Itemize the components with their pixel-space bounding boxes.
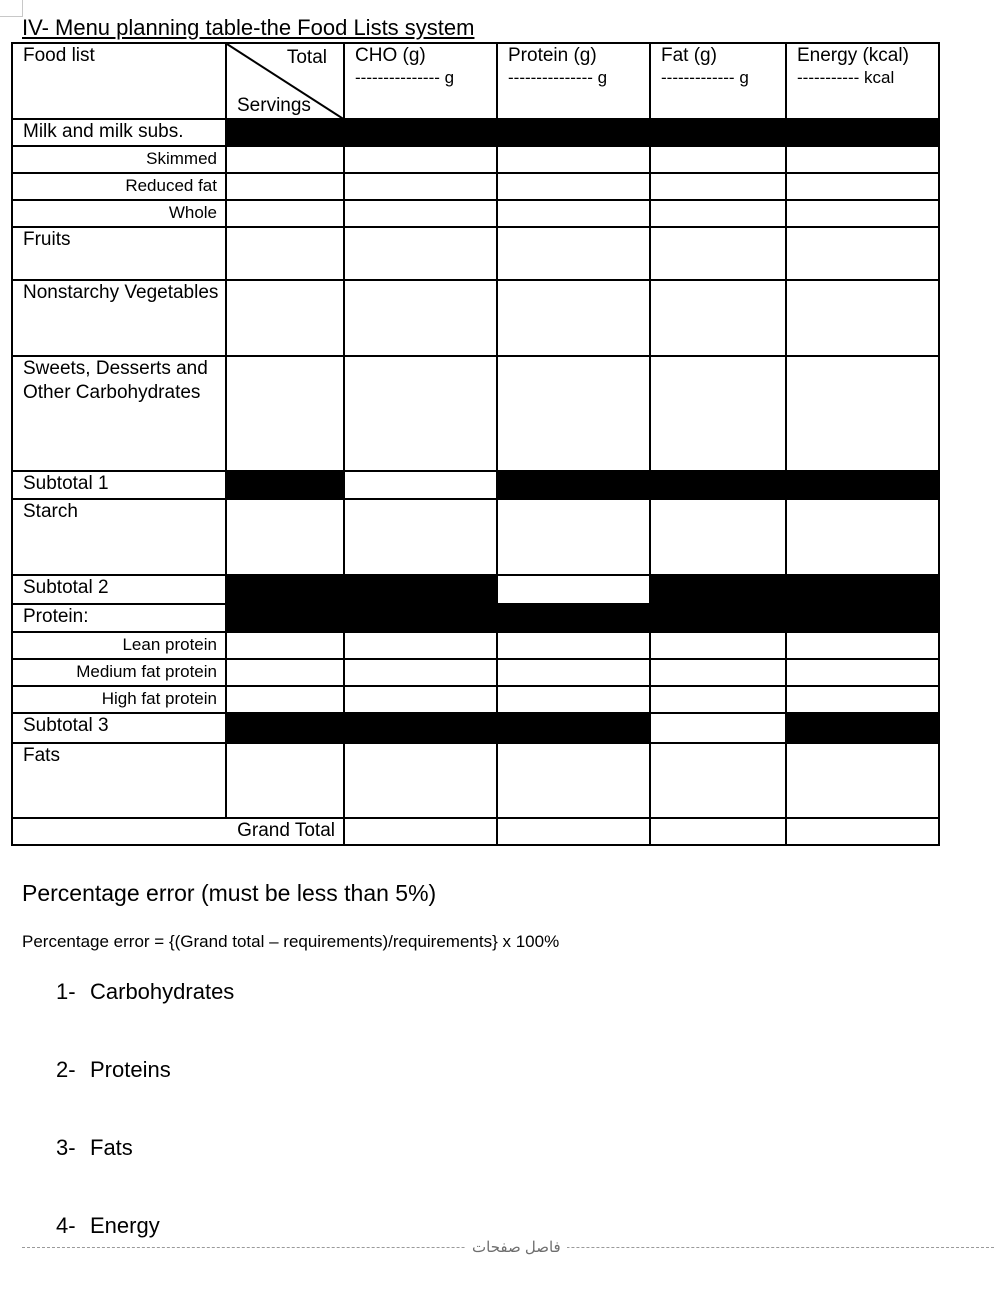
shaded-cell bbox=[650, 471, 786, 499]
input-cell[interactable] bbox=[497, 743, 650, 818]
shaded-cell bbox=[497, 471, 650, 499]
input-cell[interactable] bbox=[344, 173, 497, 200]
input-cell[interactable] bbox=[344, 743, 497, 818]
row-label: High fat protein bbox=[12, 686, 226, 713]
row-label: Subtotal 2 bbox=[12, 575, 226, 604]
input-cell[interactable] bbox=[650, 659, 786, 686]
input-cell[interactable] bbox=[650, 200, 786, 227]
input-cell[interactable] bbox=[344, 356, 497, 471]
input-cell[interactable] bbox=[650, 280, 786, 356]
input-cell[interactable] bbox=[344, 659, 497, 686]
shaded-cell bbox=[650, 604, 786, 632]
input-cell[interactable] bbox=[650, 227, 786, 280]
input-cell[interactable] bbox=[226, 743, 344, 818]
input-cell[interactable] bbox=[650, 743, 786, 818]
shaded-cell bbox=[497, 119, 650, 146]
row-label: Subtotal 3 bbox=[12, 713, 226, 743]
input-cell[interactable] bbox=[786, 146, 939, 173]
input-cell[interactable] bbox=[497, 632, 650, 659]
page-title: IV- Menu planning table-the Food Lists system bbox=[22, 15, 475, 40]
row-label: Lean protein bbox=[12, 632, 226, 659]
input-cell[interactable] bbox=[497, 686, 650, 713]
input-cell[interactable] bbox=[344, 146, 497, 173]
input-cell[interactable] bbox=[497, 499, 650, 575]
page-break-label: فاصل صفحات bbox=[466, 1238, 567, 1256]
shaded-cell bbox=[226, 119, 344, 146]
input-cell[interactable] bbox=[226, 227, 344, 280]
input-cell[interactable] bbox=[497, 818, 650, 845]
shaded-cell bbox=[786, 119, 939, 146]
row-label: Sweets, Desserts and Other Carbohydrates bbox=[12, 356, 226, 471]
shaded-cell bbox=[497, 713, 650, 743]
row-label: Protein: bbox=[12, 604, 226, 632]
input-cell[interactable] bbox=[344, 499, 497, 575]
shaded-cell bbox=[497, 604, 650, 632]
shaded-cell bbox=[344, 575, 497, 604]
input-cell[interactable] bbox=[226, 632, 344, 659]
input-cell[interactable] bbox=[226, 173, 344, 200]
shaded-cell bbox=[786, 575, 939, 604]
row-label: Whole bbox=[12, 200, 226, 227]
input-cell[interactable] bbox=[786, 743, 939, 818]
list-item: 3- Fats bbox=[56, 1135, 133, 1160]
header-total-servings bbox=[226, 43, 344, 119]
shaded-cell bbox=[226, 604, 344, 632]
row-whole bbox=[12, 200, 939, 227]
shaded-cell bbox=[226, 575, 344, 604]
shaded-cell bbox=[650, 575, 786, 604]
row-fats bbox=[12, 743, 939, 818]
row-protein bbox=[12, 604, 939, 632]
input-cell[interactable] bbox=[226, 146, 344, 173]
grand-total-label: Grand Total bbox=[237, 820, 335, 841]
input-cell[interactable] bbox=[497, 227, 650, 280]
row-lean-protein bbox=[12, 632, 939, 659]
header-energy: Energy (kcal) ----------- kcal bbox=[786, 43, 939, 119]
row-label: Fats bbox=[12, 743, 226, 818]
list-item: 2- Proteins bbox=[56, 1057, 171, 1082]
input-cell[interactable] bbox=[226, 280, 344, 356]
input-cell[interactable] bbox=[497, 659, 650, 686]
input-cell[interactable] bbox=[650, 632, 786, 659]
row-reduced-fat bbox=[12, 173, 939, 200]
row-subtotal-1 bbox=[12, 471, 939, 499]
shaded-cell bbox=[344, 713, 497, 743]
list-item: 4- Energy bbox=[56, 1213, 160, 1238]
input-cell[interactable] bbox=[650, 713, 786, 743]
input-cell[interactable] bbox=[226, 659, 344, 686]
input-cell[interactable] bbox=[226, 200, 344, 227]
row-label: Subtotal 1 bbox=[12, 471, 226, 499]
shaded-cell bbox=[344, 604, 497, 632]
header-food-list: Food list bbox=[12, 43, 226, 119]
shaded-cell bbox=[226, 471, 344, 499]
input-cell[interactable] bbox=[650, 818, 786, 845]
shaded-cell bbox=[344, 119, 497, 146]
input-cell[interactable] bbox=[497, 280, 650, 356]
row-milk bbox=[12, 119, 939, 146]
input-cell[interactable] bbox=[786, 200, 939, 227]
row-starch bbox=[12, 499, 939, 575]
input-cell[interactable] bbox=[786, 356, 939, 471]
input-cell[interactable] bbox=[786, 632, 939, 659]
list-item: 1- Carbohydrates bbox=[56, 979, 235, 1004]
shaded-cell bbox=[650, 119, 786, 146]
grand-total-label-cell bbox=[12, 818, 344, 845]
input-cell[interactable] bbox=[650, 686, 786, 713]
header-servings: Servings bbox=[237, 95, 311, 116]
menu-planning-table bbox=[11, 42, 940, 846]
row-skimmed bbox=[12, 146, 939, 173]
shaded-cell bbox=[786, 713, 939, 743]
row-label: Medium fat protein bbox=[12, 659, 226, 686]
input-cell[interactable] bbox=[344, 227, 497, 280]
input-cell[interactable] bbox=[786, 499, 939, 575]
row-vegetables bbox=[12, 280, 939, 356]
input-cell[interactable] bbox=[344, 632, 497, 659]
row-label: Reduced fat bbox=[12, 173, 226, 200]
input-cell[interactable] bbox=[786, 818, 939, 845]
row-sweets bbox=[12, 356, 939, 471]
input-cell[interactable] bbox=[650, 173, 786, 200]
input-cell[interactable] bbox=[344, 200, 497, 227]
row-label: Nonstarchy Vegetables bbox=[12, 280, 226, 356]
input-cell[interactable] bbox=[497, 200, 650, 227]
input-cell[interactable] bbox=[226, 356, 344, 471]
input-cell[interactable] bbox=[226, 499, 344, 575]
row-label: Milk and milk subs. bbox=[12, 119, 226, 146]
row-subtotal-2 bbox=[12, 575, 939, 604]
row-fruits bbox=[12, 227, 939, 280]
input-cell[interactable] bbox=[786, 227, 939, 280]
page-corner-mark bbox=[0, 0, 23, 17]
row-label: Starch bbox=[12, 499, 226, 575]
input-cell[interactable] bbox=[344, 471, 497, 499]
input-cell[interactable] bbox=[497, 575, 650, 604]
input-cell[interactable] bbox=[650, 356, 786, 471]
shaded-cell bbox=[786, 604, 939, 632]
input-cell[interactable] bbox=[650, 499, 786, 575]
input-cell[interactable] bbox=[497, 173, 650, 200]
header-protein: Protein (g) --------------- g bbox=[497, 43, 650, 119]
input-cell[interactable] bbox=[786, 280, 939, 356]
percentage-error-title: Percentage error (must be less than 5%) bbox=[22, 880, 437, 906]
input-cell[interactable] bbox=[497, 146, 650, 173]
row-label: Skimmed bbox=[12, 146, 226, 173]
header-total: Total bbox=[286, 47, 327, 68]
input-cell[interactable] bbox=[786, 659, 939, 686]
row-label: Fruits bbox=[12, 227, 226, 280]
shaded-cell bbox=[786, 471, 939, 499]
input-cell[interactable] bbox=[650, 146, 786, 173]
input-cell[interactable] bbox=[497, 356, 650, 471]
percentage-error-formula: Percentage error = {(Grand total – requirements)/requirements} x 100% bbox=[22, 932, 560, 951]
input-cell[interactable] bbox=[226, 686, 344, 713]
input-cell[interactable] bbox=[344, 280, 497, 356]
header-fat: Fat (g) ------------- g bbox=[650, 43, 786, 119]
row-high-fat-protein bbox=[12, 686, 939, 713]
input-cell[interactable] bbox=[786, 686, 939, 713]
header-row bbox=[12, 43, 939, 119]
input-cell[interactable] bbox=[344, 818, 497, 845]
header-cho: CHO (g) --------------- g bbox=[344, 43, 497, 119]
input-cell[interactable] bbox=[344, 686, 497, 713]
input-cell[interactable] bbox=[786, 173, 939, 200]
shaded-cell bbox=[226, 713, 344, 743]
row-grand-total bbox=[12, 818, 939, 845]
row-medium-fat-protein bbox=[12, 659, 939, 686]
row-subtotal-3 bbox=[12, 713, 939, 743]
